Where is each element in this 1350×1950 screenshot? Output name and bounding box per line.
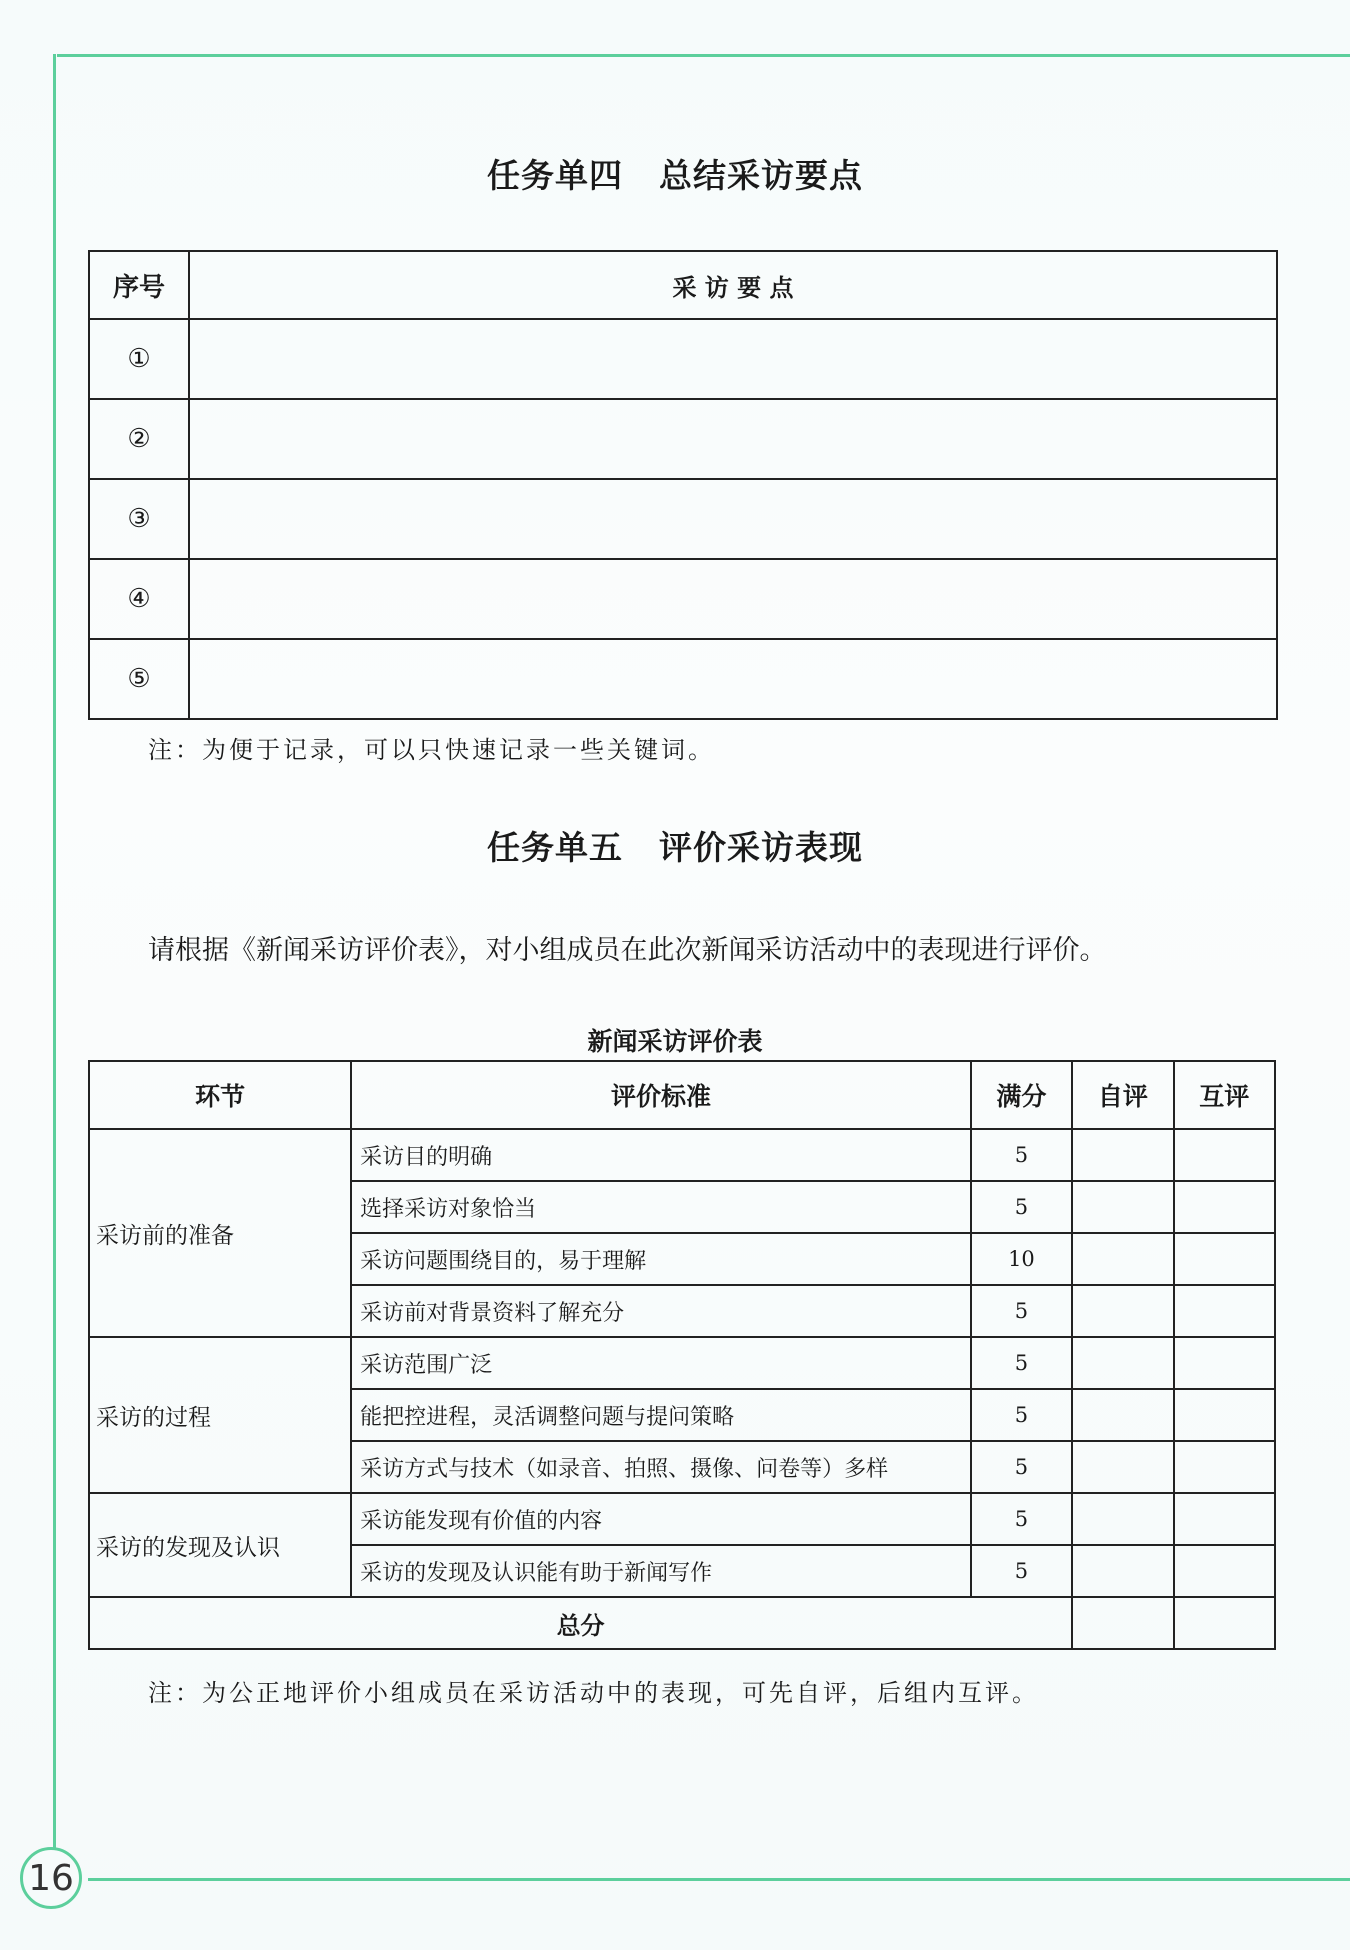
- point-cell[interactable]: [189, 479, 1277, 559]
- peer-eval-cell[interactable]: [1174, 1181, 1275, 1233]
- point-cell[interactable]: [189, 399, 1277, 479]
- task5-note: 注：为公正地评价小组成员在采访活动中的表现，可先自评，后组内互评。: [148, 1679, 1039, 1707]
- full-score-cell: 5: [971, 1493, 1072, 1545]
- peer-eval-cell[interactable]: [1174, 1545, 1275, 1597]
- self-eval-cell[interactable]: [1072, 1337, 1173, 1389]
- self-eval-cell[interactable]: [1072, 1493, 1173, 1545]
- self-eval-cell[interactable]: [1072, 1181, 1173, 1233]
- peer-eval-cell[interactable]: [1174, 1493, 1275, 1545]
- row-index: ⑤: [89, 639, 189, 719]
- full-score-cell: 5: [971, 1285, 1072, 1337]
- criterion-cell: 采访的发现及认识能有助于新闻写作: [351, 1545, 971, 1597]
- full-score-cell: 5: [971, 1389, 1072, 1441]
- interview-points-table: [88, 250, 1278, 720]
- col-self-eval-header: 自评: [1072, 1061, 1173, 1129]
- task5-intro: 请根据《新闻采访评价表》，对小组成员在此次新闻采访活动中的表现进行评价。: [148, 935, 1107, 966]
- row-index: ③: [89, 479, 189, 559]
- peer-eval-cell[interactable]: [1174, 1233, 1275, 1285]
- table-row: [89, 1337, 1275, 1389]
- stage-cell: 采访前的准备: [89, 1129, 351, 1337]
- col-full-score-header: 满分: [971, 1061, 1072, 1129]
- row-index: ④: [89, 559, 189, 639]
- col-criteria-header: 评价标准: [351, 1061, 971, 1129]
- peer-eval-cell[interactable]: [1174, 1337, 1275, 1389]
- col-stage-header: 环节: [89, 1061, 351, 1129]
- table-row: [89, 1493, 1275, 1545]
- row-index: ①: [89, 319, 189, 399]
- table-row: [89, 319, 1277, 399]
- peer-eval-cell[interactable]: [1174, 1389, 1275, 1441]
- self-eval-cell[interactable]: [1072, 1545, 1173, 1597]
- col-peer-eval-header: 互评: [1174, 1061, 1275, 1129]
- self-eval-cell[interactable]: [1072, 1233, 1173, 1285]
- total-label: 总分: [89, 1597, 1072, 1649]
- criterion-cell: 能把控进程，灵活调整问题与提问策略: [351, 1389, 971, 1441]
- task5-heading: [0, 822, 1350, 869]
- evaluation-table: [88, 1060, 1276, 1650]
- frame-top-line: [57, 54, 1350, 57]
- task4-heading: [0, 150, 1350, 197]
- self-eval-cell[interactable]: [1072, 1129, 1173, 1181]
- criterion-cell: 采访能发现有价值的内容: [351, 1493, 971, 1545]
- task4-title-part1: 任务单四: [487, 156, 623, 195]
- peer-eval-cell[interactable]: [1174, 1285, 1275, 1337]
- stage-cell: 采访的过程: [89, 1337, 351, 1493]
- table-row: [89, 559, 1277, 639]
- full-score-cell: 10: [971, 1233, 1072, 1285]
- task4-note: 注：为便于记录，可以只快速记录一些关键词。: [148, 736, 715, 764]
- table-header-row: [89, 1061, 1275, 1129]
- criterion-cell: 选择采访对象恰当: [351, 1181, 971, 1233]
- table-header-row: [89, 251, 1277, 319]
- criterion-cell: 采访问题围绕目的，易于理解: [351, 1233, 971, 1285]
- point-cell[interactable]: [189, 639, 1277, 719]
- self-eval-cell[interactable]: [1072, 1441, 1173, 1493]
- table-row: [89, 399, 1277, 479]
- full-score-cell: 5: [971, 1337, 1072, 1389]
- total-row: [89, 1597, 1275, 1649]
- row-index: ②: [89, 399, 189, 479]
- full-score-cell: 5: [971, 1441, 1072, 1493]
- frame-left-line: [53, 54, 56, 1854]
- full-score-cell: 5: [971, 1181, 1072, 1233]
- frame-bottom-line: [88, 1878, 1350, 1881]
- task5-title-part2: 评价采访表现: [659, 828, 863, 867]
- table-row: [89, 479, 1277, 559]
- evaluation-table-caption: 新闻采访评价表: [587, 1027, 763, 1056]
- task4-title-part2: 总结采访要点: [659, 156, 863, 195]
- full-score-cell: 5: [971, 1129, 1072, 1181]
- criterion-cell: 采访前对背景资料了解充分: [351, 1285, 971, 1337]
- full-score-cell: 5: [971, 1545, 1072, 1597]
- peer-eval-cell[interactable]: [1174, 1129, 1275, 1181]
- stage-cell: 采访的发现及认识: [89, 1493, 351, 1597]
- peer-eval-total-cell[interactable]: [1174, 1597, 1275, 1649]
- table-row: [89, 639, 1277, 719]
- point-cell[interactable]: [189, 319, 1277, 399]
- self-eval-cell[interactable]: [1072, 1389, 1173, 1441]
- self-eval-cell[interactable]: [1072, 1285, 1173, 1337]
- col-index-header: 序号: [89, 251, 189, 319]
- criterion-cell: 采访范围广泛: [351, 1337, 971, 1389]
- criterion-cell: 采访方式与技术（如录音、拍照、摄像、问卷等）多样: [351, 1441, 971, 1493]
- page-number: 16: [20, 1847, 82, 1909]
- table-row: [89, 1129, 1275, 1181]
- task5-title-part1: 任务单五: [487, 828, 623, 867]
- point-cell[interactable]: [189, 559, 1277, 639]
- self-eval-total-cell[interactable]: [1072, 1597, 1173, 1649]
- criterion-cell: 采访目的明确: [351, 1129, 971, 1181]
- col-points-header: 采 访 要 点: [189, 251, 1277, 319]
- peer-eval-cell[interactable]: [1174, 1441, 1275, 1493]
